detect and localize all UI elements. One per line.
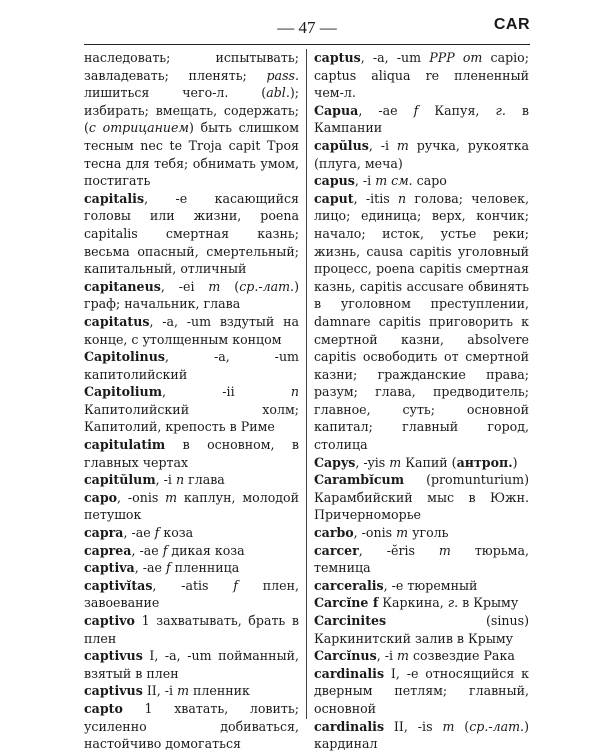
entry-label: f [165, 560, 171, 576]
entry-headword: capra [84, 525, 124, 541]
entry-headword: Capys [314, 454, 356, 470]
entry-label: г. [495, 102, 506, 118]
entry-label: ср.-лат. [469, 718, 525, 734]
entry-headword: capitŭlum [84, 472, 156, 488]
entry-headword: capitalis [84, 190, 145, 206]
entry-label: f [413, 102, 419, 118]
entry-headword: captus [314, 50, 361, 65]
dictionary-entry: caprea, -ae f дикая коза [84, 542, 245, 558]
dictionary-entry: captiva, -ae f пленница [84, 560, 240, 576]
entry-label: f [233, 577, 238, 593]
dictionary-entry: Carcinites (sinus) Каркинитский залив в Крыму [314, 613, 529, 646]
entry-headword: captivĭtas [84, 577, 153, 593]
entry-label: см. [391, 173, 413, 189]
entry-label: f [162, 542, 168, 558]
entry-label: f [154, 525, 160, 541]
dictionary-entry: capitulatim в основном, в главных чертах [84, 437, 299, 470]
entry-headword: cardinalis [314, 718, 385, 734]
entry-label: m [396, 648, 409, 664]
entry-label: m [208, 278, 221, 294]
entry-headword: captiva [84, 560, 135, 576]
entry-headword: carcer [314, 542, 359, 558]
dictionary-entry: capto 1 хватать, ловить; усиленно добиваться, настойчиво домогаться [84, 700, 299, 752]
entry-headword: Capitolinus [84, 349, 165, 365]
column-divider [306, 49, 307, 719]
entry-headword: captivus [84, 683, 143, 699]
entry-headword: Capitolium [84, 384, 163, 400]
entry-headword: carceralis [314, 577, 384, 593]
entry-headword: capo [84, 489, 118, 505]
entry-headword: Capua [314, 102, 359, 118]
entry-label: m [396, 137, 409, 153]
dictionary-entry: captivus I, -a, -um пойманный, взятый в плен [84, 648, 299, 681]
entry-label: m [396, 525, 409, 541]
entry-label: abl. [266, 85, 290, 101]
entry-label: г. [447, 595, 459, 611]
entry-headword: capŭlus [314, 137, 369, 153]
entry-headword: Carambĭcum [314, 472, 405, 488]
dictionary-entry: captivo 1 захватывать, брать в плен [84, 613, 299, 646]
dictionary-entry: Capua, -ae f Капуя, г. в Кампании [314, 102, 530, 136]
dictionary-entry: Carcĭnus, -i m созвездие Рака [314, 648, 515, 664]
entry-label: m [438, 542, 451, 558]
entry-label: m [375, 173, 388, 189]
dictionary-entry: capo, -onis m каплун, молодой петушок [84, 489, 300, 523]
entry-headword: cardinalis [314, 665, 385, 681]
page-number: — 47 — [277, 18, 337, 37]
entry-headword: caput [314, 190, 354, 206]
dictionary-entry: cardinalis I, -e относящийся к дверным петлям; главный, основной [314, 665, 529, 716]
entry-label: pass. [266, 67, 299, 83]
dictionary-entry: capitalis, -e касающийся головы или жизни, poena capitalis смертная казнь; весьма опасный, смертельный; капитальный, отличный [84, 190, 299, 277]
entry-label: n [290, 384, 299, 400]
entry-headword: Carcĭne f [314, 595, 379, 611]
page-header [84, 14, 530, 42]
entry-headword: caprea [84, 542, 132, 558]
entry-headword: capitaneus [84, 278, 161, 294]
entry-label: PPP от [429, 50, 483, 65]
dictionary-entry: carbo, -onis m уголь [314, 525, 449, 541]
dictionary-entry: carceralis, -e тюремный [314, 577, 478, 593]
dictionary-entry: Capitolium, -ii n Капитолийский холм; Капитолий, крепость в Риме [84, 384, 299, 435]
guide-word: CAR [493, 16, 530, 33]
right-column [314, 49, 529, 753]
dictionary-entry: caput, -itis n голова; человек, лицо; единица; верх, кончик; начало; исток, устье реки; жизнь, causa capitis уголовный процесс, poena capitis смертная казнь, capitis accusare обвинять в уголовном преступлении, damnare capitis приговорить к смертной казни, absolvere capitis освободить от смертной казни; гражданские права; разум; глава, предводитель; главное, суть; основной капитал; главный город, столица [314, 190, 529, 453]
dictionary-entry: captus, -a, -um PPP от capio; captus aliqua re плененный чем-л. [314, 50, 530, 101]
entry-headword: capitatus [84, 313, 150, 329]
entry-label: m [389, 454, 402, 470]
entry-headword: capitulatim [84, 437, 166, 453]
dictionary-entry: carcer, -ĕris m тюрьма, темница [314, 542, 529, 576]
dictionary-entry: Carambĭcum (promunturium) Карамбийский мыс в Южн. Причерноморье [314, 472, 529, 523]
entry-label: m [442, 718, 455, 734]
left-column [84, 49, 299, 753]
entry-label: n [397, 190, 407, 206]
dictionary-entry: cardinalis II, -is m (ср.-лат.) кардинал [314, 718, 529, 752]
entry-headword: Carcinites [314, 613, 387, 628]
dictionary-entry: capra, -ae f коза [84, 525, 194, 541]
entry-label: с отрицанием [88, 120, 189, 136]
dictionary-entry: captivus II, -i m пленник [84, 683, 250, 699]
dictionary-entry: capus, -i m см. capo [314, 173, 447, 189]
entry-label: m [177, 683, 190, 699]
dictionary-entry: Carcĭne f Каркина, г. в Крыму [314, 595, 519, 611]
entry-label: m [165, 489, 178, 505]
entry-headword: capus [314, 173, 355, 189]
entry-label: n [175, 472, 185, 488]
dictionary-entry: capitatus, -a, -um вздутый на конце, с утолщенным концом [84, 313, 299, 347]
dictionary-entry: Capitolinus, -a, -um капитолийский [84, 349, 299, 382]
entry-headword: capto [84, 700, 123, 716]
entry-headword: captivus [84, 648, 143, 664]
dictionary-entry: capitŭlum, -i n глава [84, 472, 225, 488]
entry-headword: carbo [314, 525, 354, 541]
dictionary-entry: capŭlus, -i m ручка, рукоятка (плуга, меча) [314, 137, 530, 171]
dictionary-entry: наследовать; испытывать; завладевать; пленять; pass. лишиться чего-л. (abl.); избирать; вмещать, содержать; (с отрицанием) быть слишком тесным nec te Troja capit Троя тесна для тебя; обнимать умом, постигать [84, 50, 299, 189]
dictionary-entry: Capys, -yis m Капий (антроп.) [314, 454, 518, 470]
entry-label: ср.-лат. [239, 278, 295, 294]
entry-headword: captivo [84, 613, 135, 628]
entry-headword: антроп. [456, 454, 513, 470]
dictionary-entry: captivĭtas, -atis f плен, завоевание [84, 577, 299, 611]
header-rule [84, 44, 530, 45]
entry-headword: Carcĭnus [314, 648, 377, 664]
dictionary-entry: capitaneus, -ei m (ср.-лат.) граф; начальник, глава [84, 278, 299, 312]
